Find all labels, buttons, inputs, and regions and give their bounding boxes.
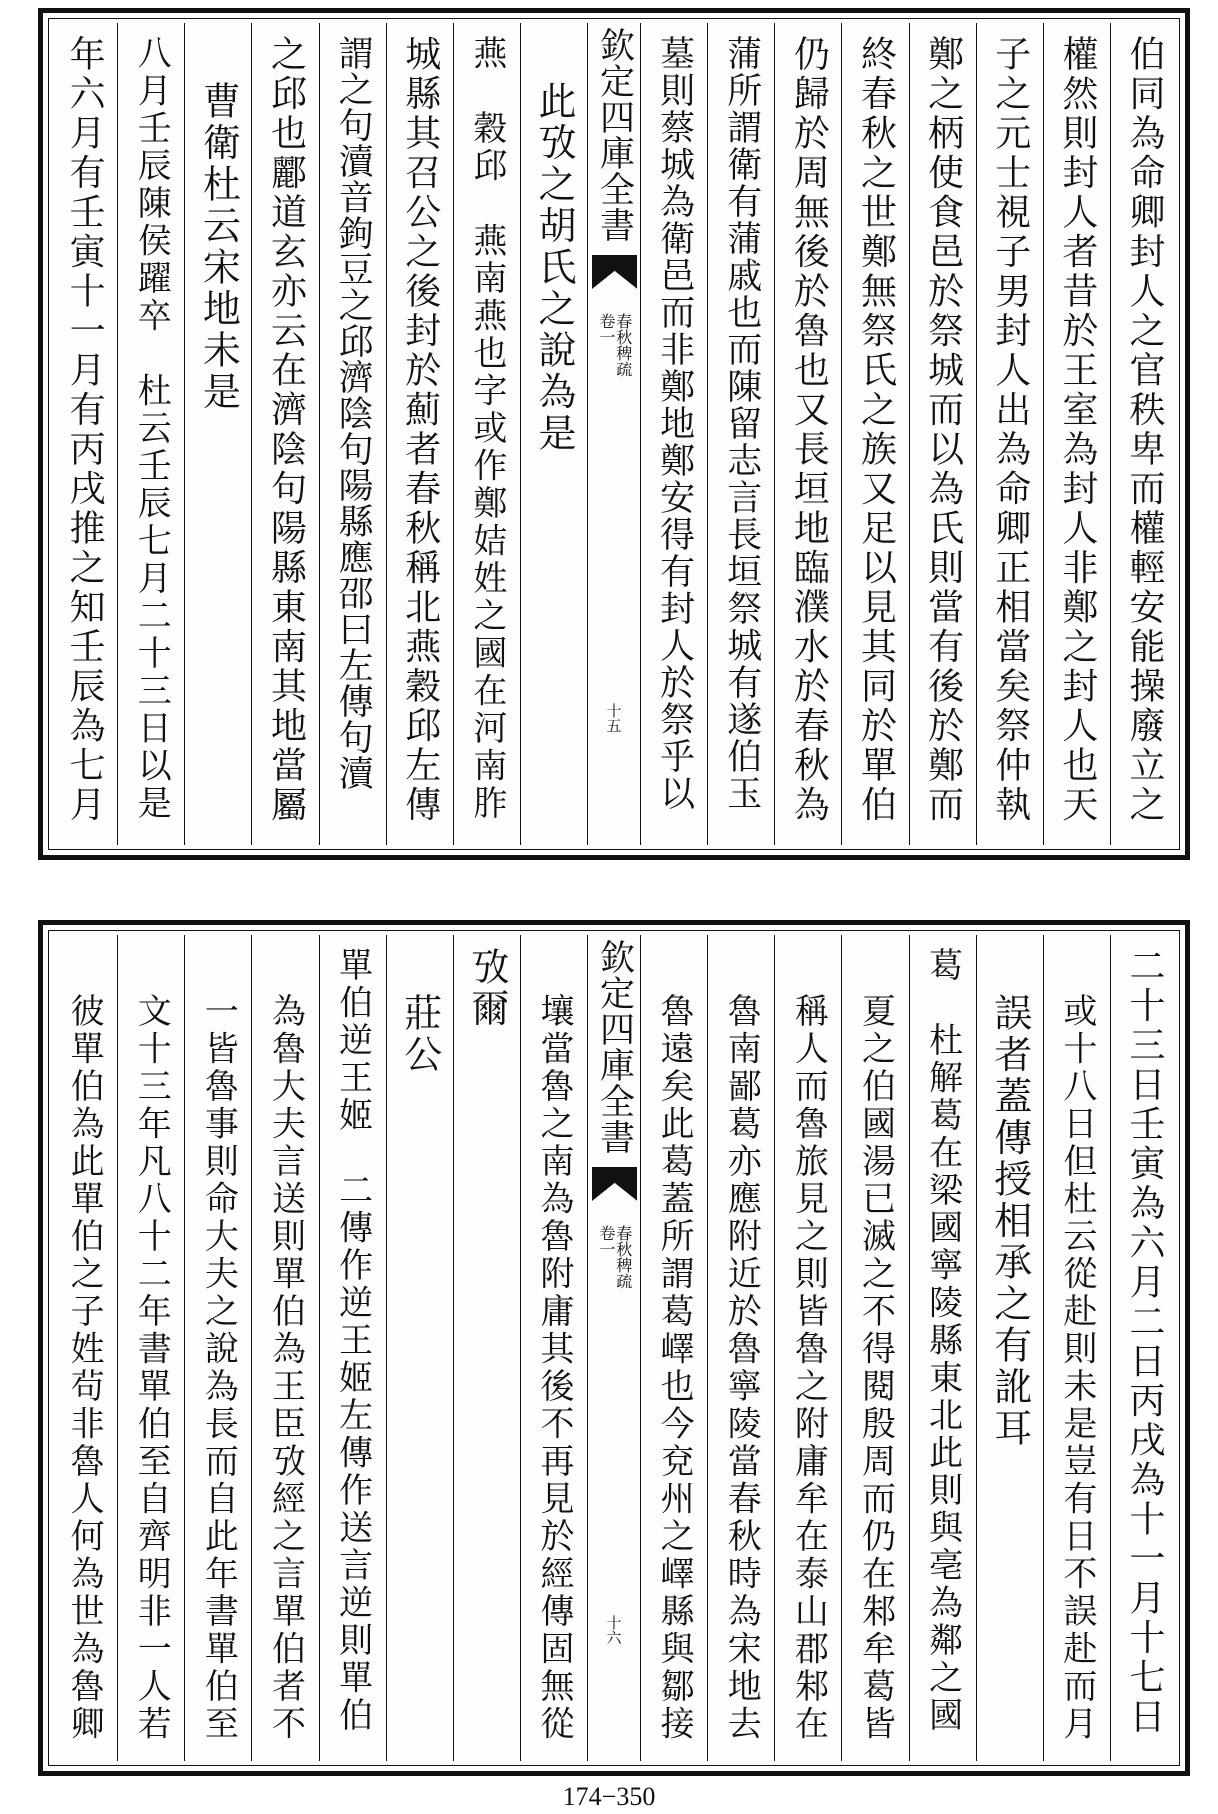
text-column — [1043, 23, 1110, 845]
text-column — [841, 935, 908, 1761]
text-column — [520, 23, 587, 845]
column-text: 夏之伯國湯已滅之不得閱殷周而仍在邾牟葛皆 — [855, 993, 896, 1743]
folio-number: 十六 — [604, 1615, 623, 1645]
text-column — [251, 23, 318, 845]
column-text: 年六月有壬寅十一月有丙戌推之知壬辰為七月 — [64, 35, 106, 825]
gutter-subtitle — [597, 1225, 631, 1289]
fishtail-ornament-icon — [592, 1167, 637, 1201]
top-page-columns — [51, 23, 1177, 845]
text-column — [640, 23, 707, 845]
column-text: 蒲所謂衛有蒲戚也而陳留志言長垣祭城有遂伯玉 — [721, 35, 762, 812]
column-text: 攷爾 — [464, 947, 509, 1030]
text-column — [386, 23, 453, 845]
column-text: 二十三日壬寅為六月二日丙戌為十一月十七日 — [1123, 947, 1165, 1737]
text-column — [707, 935, 774, 1761]
text-column — [520, 935, 587, 1761]
text-column — [976, 23, 1043, 845]
column-text: 彼單伯為此單伯之子姓茍非魯人何為世為魯卿 — [64, 993, 105, 1743]
column-text: 葛 杜解葛在梁國寧陵縣東北此則與亳為鄰之國 — [922, 947, 963, 1735]
column-text: 一皆魯事則命大夫之說為長而自此年書單伯至 — [198, 993, 239, 1743]
folio-number: 十五 — [604, 703, 623, 733]
text-column — [909, 23, 976, 845]
column-text: 之邱也酈道玄亦云在濟陰句陽縣東南其地當屬 — [265, 35, 307, 825]
column-text: 鄭之柄使食邑於祭城而以為氏則當有後於鄭而 — [922, 35, 964, 825]
text-column — [841, 23, 908, 845]
center-gutter — [587, 935, 640, 1761]
text-column — [251, 935, 318, 1761]
gutter-book-title: 春秋稗疏 — [613, 313, 633, 377]
text-column — [1110, 935, 1177, 1761]
gutter-volume: 卷一 — [597, 1225, 616, 1257]
text-column — [453, 23, 520, 845]
gutter-title: 欽定四庫全書 — [594, 27, 635, 243]
column-text: 子之元士視子男封人出為命卿正相當矣祭仲執 — [989, 35, 1031, 825]
column-text: 終春秋之世鄭無祭氏之族又足以見其同於單伯 — [855, 35, 897, 825]
text-column — [707, 23, 774, 845]
text-column — [640, 935, 707, 1761]
column-text: 仍歸於周無後於魯也又長垣地臨濮水於春秋為 — [788, 35, 830, 825]
column-text: 文十三年凡八十二年書單伯至自齊明非一人若 — [131, 993, 172, 1743]
top-page — [38, 8, 1190, 860]
column-text: 魯南鄙葛亦應附近於魯寧陵當春秋時為宋地去 — [721, 993, 762, 1743]
text-column — [117, 935, 184, 1761]
column-text: 壤當魯之南為魯附庸其後不再見於經傳固無從 — [533, 993, 574, 1743]
text-column — [51, 23, 117, 845]
bottom-page-columns — [51, 935, 1177, 1761]
column-text: 魯遠矣此葛蓋所謂葛嶧也今兗州之嶧縣與鄒接 — [654, 993, 695, 1743]
reel-page-number: 174−350 — [562, 1782, 656, 1811]
text-column — [453, 935, 520, 1761]
column-text: 伯同為命卿封人之官秩卑而權輕安能操廢立之 — [1123, 35, 1165, 825]
column-text: 燕 穀邱 燕南燕也字或作鄭姞姓之國在河南胙 — [466, 35, 507, 823]
text-column — [51, 935, 117, 1761]
text-column — [976, 935, 1043, 1761]
column-text: 誤者蓋傳授相承之有訛耳 — [987, 993, 1032, 1450]
text-column — [909, 935, 976, 1761]
gutter-subtitle — [597, 313, 631, 377]
column-text: 墓則蔡城為衛邑而非鄭地鄭安得有封人於祭乎以 — [654, 35, 695, 812]
column-text: 權然則封人者昔於王室為封人非鄭之封人也天 — [1056, 35, 1098, 825]
column-text: 莊公 — [397, 993, 442, 1076]
column-text: 謂之句瀆音鉤豆之邱濟陰句陽縣應邵曰左傳句瀆 — [333, 35, 374, 791]
text-column — [1110, 23, 1177, 845]
center-gutter — [587, 23, 640, 845]
text-column — [184, 935, 251, 1761]
text-column — [386, 935, 453, 1761]
text-column — [774, 935, 841, 1761]
column-text: 為魯大夫言送則單伯為王臣攷經之言單伯者不 — [265, 993, 306, 1743]
column-text: 城縣其召公之後封於薊者春秋稱北燕穀邱左傳 — [399, 35, 441, 825]
column-text: 稱人而魯旅見之則皆魯之附庸牟在泰山郡邾在 — [788, 993, 829, 1743]
fishtail-ornament-icon — [592, 255, 637, 289]
column-text: 曹衛杜云宋地未是 — [196, 81, 241, 413]
column-text: 此攷之胡氏之說為是 — [531, 81, 576, 455]
text-column — [117, 23, 184, 845]
gutter-volume: 卷一 — [597, 313, 616, 345]
bottom-page — [38, 920, 1190, 1776]
column-text: 八月壬辰陳侯躍卒 杜云壬辰七月二十三日以是 — [131, 35, 172, 823]
gutter-title: 欽定四庫全書 — [594, 939, 635, 1155]
text-column — [1043, 935, 1110, 1761]
gutter-book-title: 春秋稗疏 — [613, 1225, 633, 1289]
text-column — [184, 23, 251, 845]
text-column — [319, 23, 386, 845]
text-column — [319, 935, 386, 1761]
column-text: 單伯逆王姬 二傳作逆王姬左傳作送言逆則單伯 — [332, 947, 373, 1735]
text-column — [774, 23, 841, 845]
column-text: 或十八日但杜云從赴則未是豈有日不誤赴而月 — [1056, 993, 1097, 1743]
